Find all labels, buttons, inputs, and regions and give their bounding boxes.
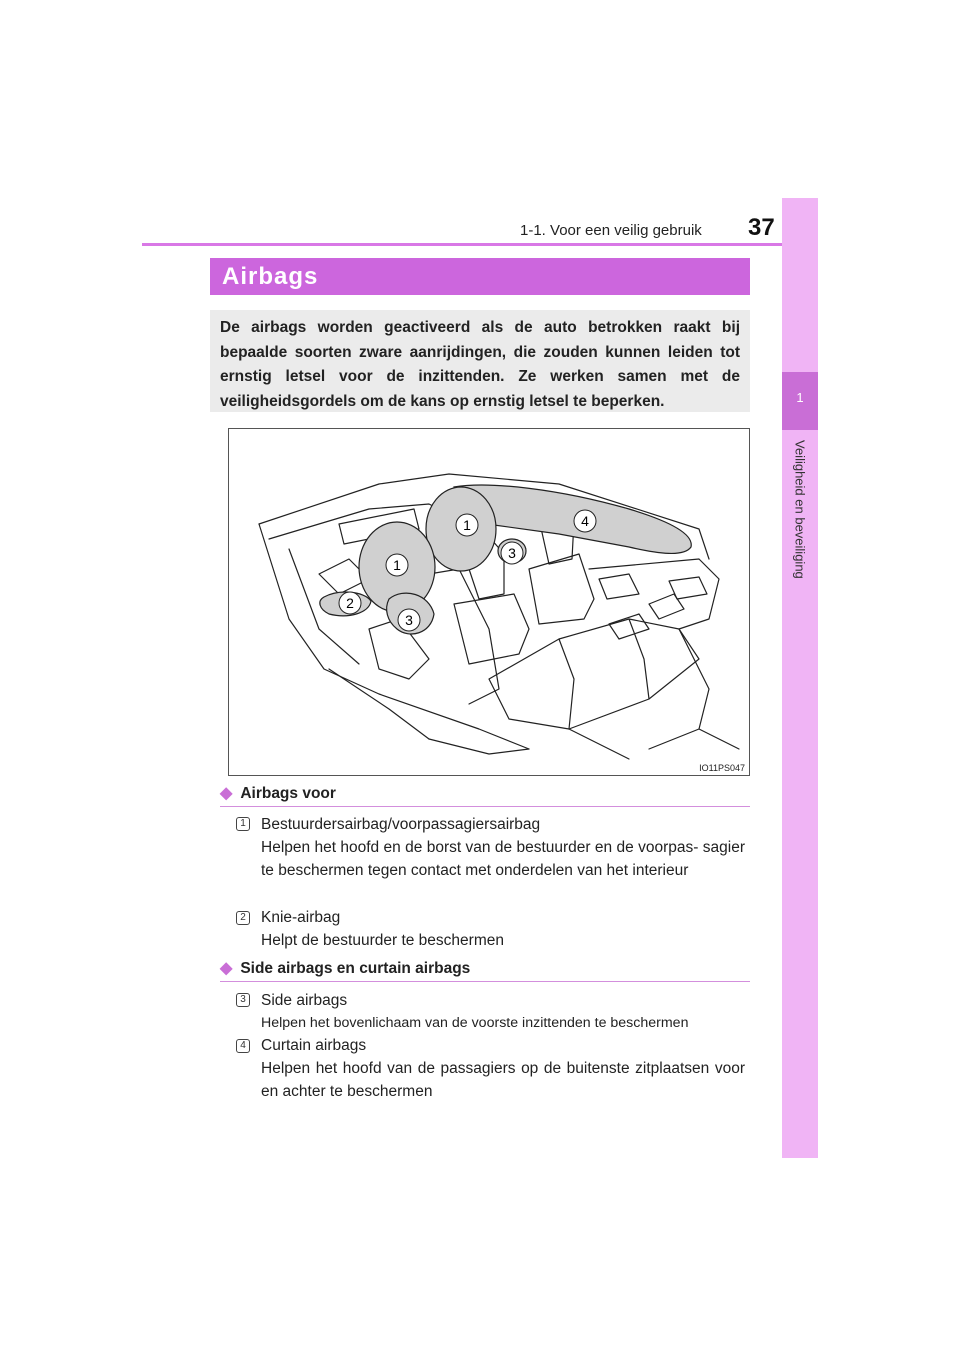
item-number: 4 [236, 1039, 250, 1053]
page-title: Airbags [222, 263, 319, 290]
item-number: 2 [236, 911, 250, 925]
item-title: Curtain airbags [261, 1037, 367, 1054]
callout-3-driver: 3 [405, 612, 413, 628]
section-rule [220, 981, 750, 982]
figure-code: IO11PS047 [699, 763, 745, 773]
section-heading-side-curtain-airbags [220, 958, 470, 978]
section-title: 1-1. Voor een veilig gebruik [520, 222, 702, 239]
chapter-title [792, 440, 808, 640]
item-title: Knie-airbag [261, 909, 341, 926]
car-interior-drawing [229, 429, 749, 775]
chapter-number: 1 [796, 390, 804, 405]
callout-3-passenger: 3 [508, 545, 516, 561]
header-divider [142, 243, 818, 246]
section-heading-text: Side airbags en curtain airbags [240, 960, 471, 977]
item-driver-passenger-airbag [261, 813, 745, 882]
callout-4: 4 [581, 513, 589, 529]
chapter-title-text: Veiligheid en beveiliging [792, 440, 808, 579]
callout-1-passenger: 1 [463, 517, 471, 533]
section-heading-front-airbags [220, 783, 336, 803]
chapter-side-tab [782, 198, 818, 1158]
item-side-airbags [261, 989, 745, 1035]
callout-1-driver: 1 [393, 557, 401, 573]
diamond-icon: ◆ [220, 960, 233, 977]
airbag-illustration [228, 428, 750, 776]
item-description: Helpen het bovenlichaam van de voorste inzittenden te beschermen [261, 1015, 689, 1031]
page-title-bar [210, 258, 750, 295]
item-description: Helpen het hoofd en de borst van de bestuurder en de voorpas- sagier te beschermen tegen contact met onderdelen van het interieur [261, 839, 745, 879]
intro-box: De airbags worden geactiveerd als de auto betrokken raakt bij bepaalde soorten zware aanrijdingen, die zouden kunnen leiden tot ernstig letsel voor de inzittenden. Ze werken samen met de veiligheidsgordels om de kans op ernstig letsel te beperken. [210, 310, 750, 412]
item-number: 1 [236, 817, 250, 831]
diamond-icon: ◆ [220, 785, 233, 802]
item-knee-airbag [261, 906, 745, 952]
page-number: 37 [748, 214, 775, 241]
item-number: 3 [236, 993, 250, 1007]
item-curtain-airbags [261, 1034, 745, 1103]
item-title: Bestuurdersairbag/voorpassagiersairbag [261, 816, 541, 833]
section-rule [220, 806, 750, 807]
section-heading-text: Airbags voor [240, 785, 336, 802]
item-description: Helpt de bestuurder te beschermen [261, 932, 504, 949]
item-title: Side airbags [261, 992, 348, 1009]
callout-2: 2 [346, 595, 354, 611]
item-description: Helpen het hoofd van de passagiers op de buitenste zitplaatsen voor en achter te beschermen [261, 1060, 745, 1100]
